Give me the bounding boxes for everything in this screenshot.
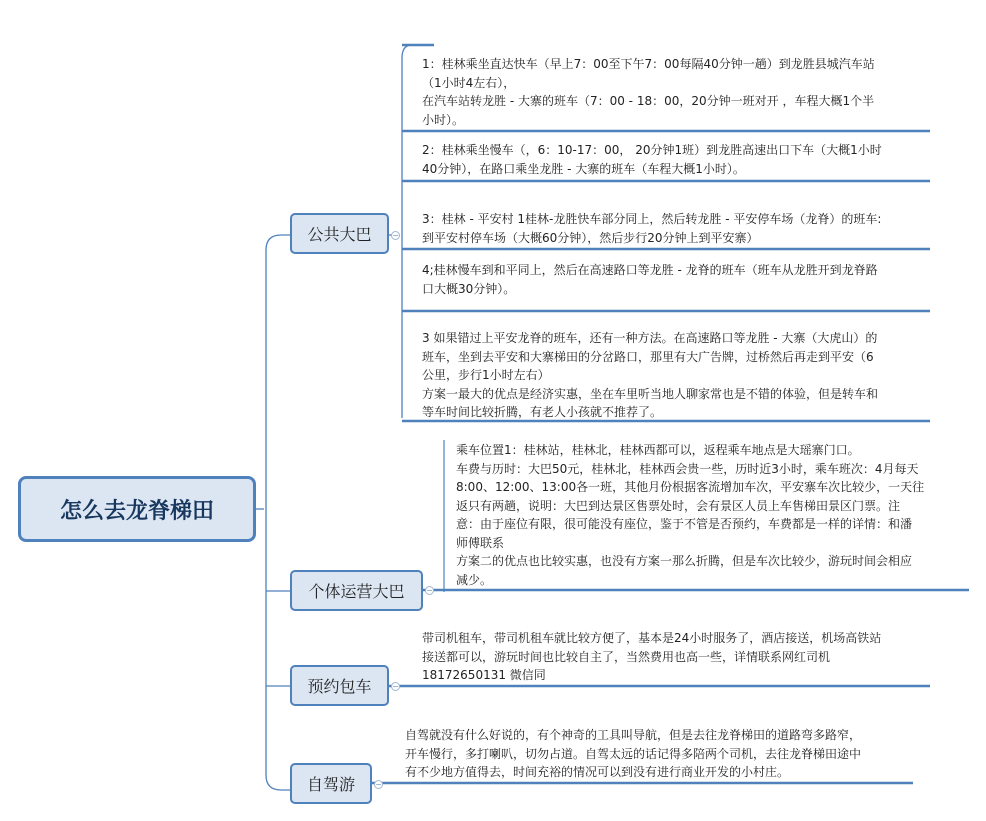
leaf-text-line: 车费与历时：大巴50元，桂林北，桂林西会贵一些，历时近3小时，乘车班次：4月每天: [456, 461, 919, 476]
leaf-text-line: 减少。: [456, 572, 493, 587]
leaf-text-line: 开车慢行，多打喇叭，切勿占道。自驾太远的话记得多陪两个司机，去往龙脊梯田途中: [405, 746, 862, 761]
leaf-public-bus-2[interactable]: [422, 141, 882, 178]
leaf-public-bus-5[interactable]: [422, 329, 878, 422]
branch-charter[interactable]: 预约包车: [290, 665, 389, 706]
leaf-private-bus[interactable]: [456, 441, 924, 589]
leaf-text-line: 方案二的优点也比较实惠，也没有方案一那么折腾，但是车次比较少，游玩时间会相应: [456, 554, 913, 568]
leaf-text-line: 带司机租车，带司机租车就比较方便了，基本是24小时服务了，酒店接送，机场高铁站: [422, 631, 882, 645]
leaf-text-line: 公里，步行1小时左右）: [422, 368, 550, 382]
collapse-toggle-icon[interactable]: −: [426, 586, 433, 595]
leaf-text-line: 3 如果错过上平安龙脊的班车，还有一种方法。在高速路口等龙胜 - 大寨（大虎山）的: [422, 331, 878, 345]
collapse-toggle-icon[interactable]: −: [375, 780, 382, 789]
leaf-text-line: 2：桂林乘坐慢车（，6：10-17：00， 20分钟1班）到龙胜高速出口下车（大概1小时: [422, 143, 882, 157]
collapse-toggle-icon[interactable]: −: [392, 231, 399, 240]
leaf-text-line: 等车时间比较折腾，有老人小孩就不推荐了。: [422, 405, 663, 419]
leaf-text-line: 18172650131 微信同: [422, 668, 546, 682]
leaf-text-line: 有不少地方值得去，时间充裕的情况可以到没有进行商业开发的小村庄。: [405, 765, 790, 779]
leaf-text-line: 师傅联系: [456, 535, 505, 550]
root-topic[interactable]: 怎么去龙脊梯田: [18, 476, 256, 542]
leaf-text-line: 小时）。: [422, 112, 465, 127]
branch-self-drive[interactable]: 自驾游: [290, 763, 372, 804]
leaf-text-line: 班车，坐到去平安和大寨梯田的分岔路口，那里有大广告牌，过桥然后再走到平安（6: [422, 349, 874, 364]
leaf-public-bus-3[interactable]: [422, 210, 881, 247]
leaf-text-line: 口大概30分钟）。: [422, 281, 516, 296]
leaf-public-bus-4[interactable]: [422, 261, 878, 298]
collapse-toggle-icon[interactable]: −: [392, 682, 399, 691]
leaf-text-line: 返只有两趟，说明：大巴到达景区售票处时，会有景区人员上车售梯田景区门票。注: [456, 498, 901, 513]
leaf-charter[interactable]: [422, 629, 881, 685]
leaf-text-line: 自驾就没有什么好说的，有个神奇的工具叫导航，但是去往龙脊梯田的道路弯多路窄，: [405, 728, 862, 742]
leaf-text-line: 3：桂林 - 平安村 1桂林-龙胜快车部分同上，然后转龙胜 - 平安停车场（龙脊）的班车:: [422, 212, 882, 226]
leaf-text-line: 4;桂林慢车到和平同上，然后在高速路口等龙胜 - 龙脊的班车（班车从龙胜开到龙脊路: [422, 263, 878, 277]
leaf-text-line: 在汽车站转龙胜 - 大寨的班车（7：00 - 18：00，20分钟一班对开 ，车程大概1个半: [422, 94, 875, 108]
leaf-text-line: （1小时4左右），: [422, 75, 516, 90]
leaf-text-line: 接送都可以，游玩时间也比较自主了，当然费用也高一些，详情联系网红司机: [422, 649, 831, 664]
branch-public-bus[interactable]: 公共大巴: [290, 213, 389, 254]
leaf-text-line: 乘车位置1：桂林站，桂林北，桂林西都可以，返程乘车地点是大瑶寨门口。: [456, 443, 860, 457]
leaf-text-line: 方案一最大的优点是经济实惠，坐在车里听当地人聊家常也是不错的体验，但是转车和: [422, 386, 879, 401]
leaf-text-line: 8:00、12:00、13:00各一班，其他月份根据客流增加车次，平安寨车次比较少，一天往: [456, 480, 925, 494]
leaf-text-line: 1：桂林乘坐直达快车（早上7：00至下午7：00每隔40分钟一趟）到龙胜县城汽车站: [422, 57, 875, 71]
leaf-text-line: 意：由于座位有限，很可能没有座位，鉴于不管是否预约，车费都是一样的详情：和潘: [456, 517, 913, 531]
branch-private-bus[interactable]: 个体运营大巴: [290, 570, 423, 611]
leaf-self-drive[interactable]: [405, 726, 861, 782]
leaf-text-line: 到平安村停车场（大概60分钟），然后步行20分钟上到平安寨）: [422, 230, 759, 245]
leaf-public-bus-1[interactable]: [422, 55, 875, 129]
leaf-text-line: 40分钟），在路口乘坐龙胜 - 大寨的班车（车程大概1小时）。: [422, 161, 745, 176]
